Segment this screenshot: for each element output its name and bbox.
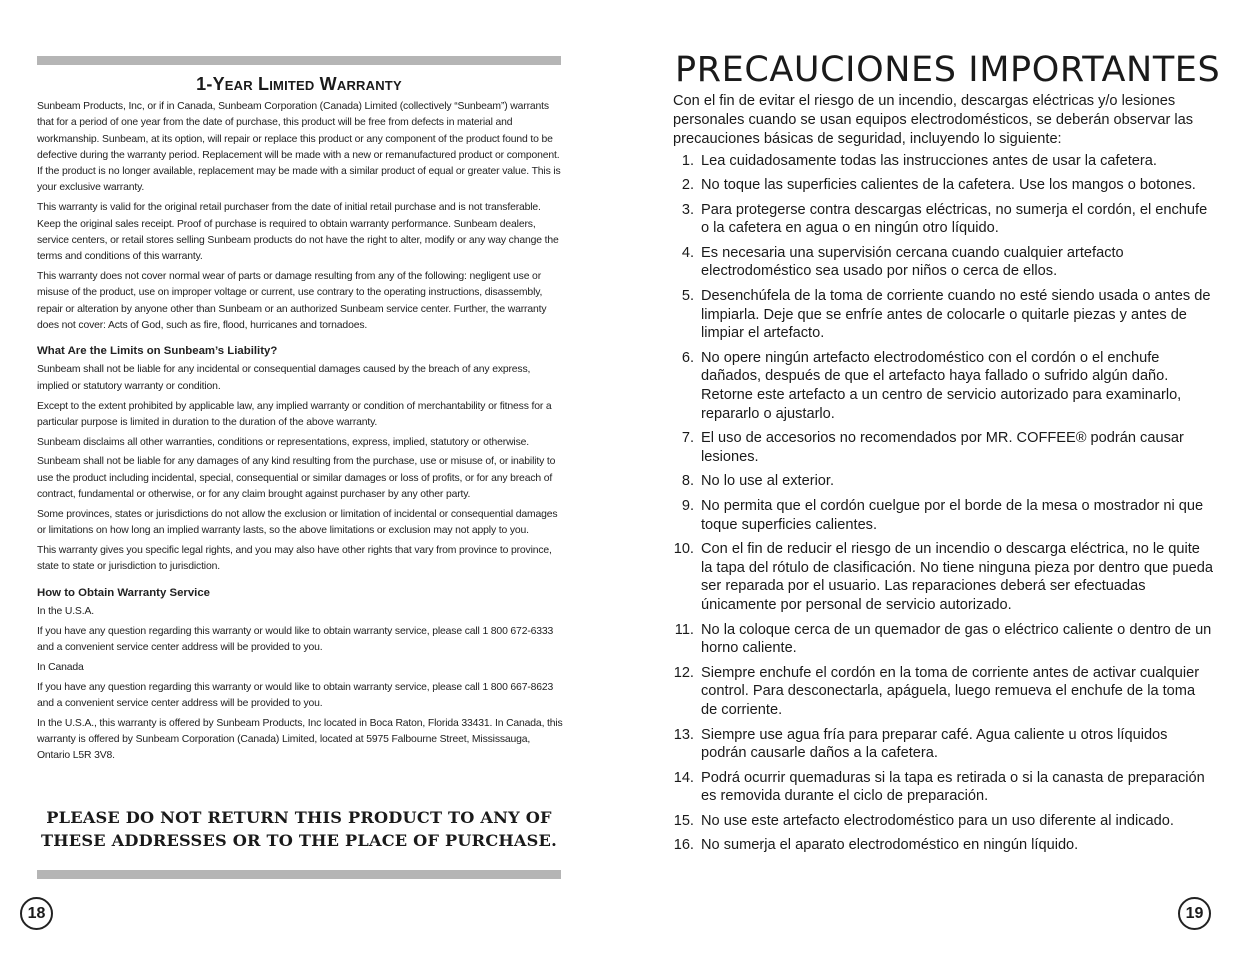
precaution-number: 13. — [673, 726, 694, 743]
liability-paragraph: Except to the extent prohibited by applicable law, any implied warranty or condition of merchantability or fitness for a particular purpose is limited in duration to the duration of the above warranty. — [37, 400, 552, 428]
precaution-item — [673, 244, 1213, 282]
service-paragraph: In the U.S.A., this warranty is offered by Sunbeam Products, Inc located in Boca Raton, Florida 33431. In Canada, this warranty is offered by Sunbeam Corporation (Canada) Limited, located at 5975 Falbourne Street, Mississauga, Ontario L5R 3V8. — [37, 717, 563, 762]
precaution-text: No use este artefacto electrodoméstico para un uso diferente al indicado. — [701, 812, 1174, 829]
precaution-text: Podrá ocurrir quemaduras si la tapa es retirada o si la canasta de preparación es removida durante el ciclo de preparación. — [701, 769, 1205, 805]
liability-paragraph: This warranty gives you specific legal rights, and you may also have other rights that vary from province to province, state to state or jurisdiction to jurisdiction. — [37, 544, 552, 573]
precaution-text: No toque las superficies calientes de la cafetera. Use los mangos o botones. — [701, 177, 1196, 194]
precaution-text: Lea cuidadosamente todas las instrucciones antes de usar la cafetera. — [701, 153, 1157, 169]
warranty-paragraph: This warranty is valid for the original retail purchaser from the date of initial retail purchase and is not transferable. Keep the original sales receipt. Proof of purchase is required to obtain warranty performance. Sunbeam dealers, service centers, or retail stores selling Sunbeam products do not have the right to alter, modify or any way change the terms and conditions of this warranty. — [37, 202, 559, 263]
precaution-item — [673, 287, 1213, 343]
page-number: 18 — [20, 897, 53, 930]
precaution-item — [673, 621, 1213, 659]
precaution-item — [673, 836, 1213, 855]
liability-paragraph: Sunbeam shall not be liable for any damages of any kind resulting from the purchase, use or misuse of, or inability to use the product including incidental, special, consequential or similar damages or loss of profits, or for any breach of contract, fundamental or otherwise, or for any claim brought against purchaser by any other party. — [37, 456, 556, 501]
precaution-text: No lo use al exterior. — [701, 473, 835, 490]
precaution-number: 5. — [681, 287, 694, 304]
precaution-number: 14. — [673, 769, 694, 786]
precaution-item — [673, 349, 1213, 424]
precaution-item — [673, 201, 1213, 239]
precaution-text: No sumerja el aparato electrodoméstico en ningún líquido. — [701, 837, 1079, 853]
precaution-item — [673, 429, 1213, 467]
left-page — [0, 0, 617, 954]
precautions-list — [673, 152, 1213, 860]
liability-paragraph: Sunbeam disclaims all other warranties, conditions or representations, express, implied, statutory or otherwise. — [37, 436, 529, 448]
precaution-text: Siempre use agua fría para preparar café. Agua caliente u otros líquidos podrán causarle daños a la cafetera. — [701, 726, 1168, 762]
precaution-item — [673, 664, 1213, 720]
precaution-text: No la coloque cerca de un quemador de gas o eléctrico caliente o dentro de un horno caliente. — [701, 621, 1212, 657]
precaution-item — [673, 726, 1213, 764]
precaution-text: No opere ningún artefacto electrodoméstico con el cordón o el enchufe dañados, después de que el artefacto haya fallado o sufrido algún daño. Retorne este artefacto a un centro de servicio autorizado para examinarlo, repararlo o ajustarlo. — [701, 349, 1182, 423]
precautions-title: PRECAUCIONES IMPORTANTES — [675, 50, 1221, 90]
page-number: 19 — [1178, 897, 1211, 930]
precaution-text: El uso de accesorios no recomendados por MR. COFFEE® podrán causar lesiones. — [701, 430, 1184, 466]
precaution-item — [673, 472, 1213, 491]
liability-heading: What Are the Limits on Sunbeam’s Liability? — [37, 345, 278, 358]
precaution-number: 10. — [673, 540, 694, 557]
precaution-text: Desenchúfela de la toma de corriente cuando no esté siendo usada o antes de limpiarla. Deje que se enfríe antes de colocarle o quitarle piezas y antes de limpiar el artefacto. — [701, 287, 1211, 342]
service-heading: How to Obtain Warranty Service — [37, 586, 211, 599]
precaution-number: 4. — [681, 244, 694, 261]
precaution-text: No permita que el cordón cuelgue por el borde de la mesa o mostrador ni que toque superficies calientes. — [701, 497, 1204, 533]
warranty-body — [37, 99, 563, 768]
return-notice: PLEASE DO NOT RETURN THIS PRODUCT TO ANY OF THESE ADDRESSES OR TO THE PLACE OF PURCHASE. — [41, 808, 557, 850]
precaution-item — [673, 812, 1213, 831]
precaution-item — [673, 540, 1213, 615]
top-divider — [37, 56, 561, 65]
precaution-number: 8. — [681, 473, 694, 490]
precaution-number: 3. — [681, 201, 694, 218]
precaution-item — [673, 152, 1213, 171]
liability-paragraph: Some provinces, states or jurisdictions do not allow the exclusion or limitation of incidental or consequential damages or limitations on how long an implied warranty lasts, so the above limitations or exclusion may not apply to you. — [37, 508, 558, 537]
precaution-number: 11. — [674, 621, 694, 638]
service-paragraph: In the U.S.A. — [37, 605, 94, 617]
liability-paragraph: Sunbeam shall not be liable for any incidental or consequential damages caused by the breach of any express, implied or statutory warranty or condition. — [37, 364, 531, 392]
precaution-number: 1. — [681, 153, 694, 169]
precautions-intro: Con el fin de evitar el riesgo de un incendio, descargas eléctricas y/o lesiones personales cuando se usan equipos electrodomésticos, se deberán observar las precauciones básicas de seguridad, incluyendo lo siguiente: — [673, 93, 1194, 147]
bottom-divider — [37, 870, 561, 879]
precaution-text: Para protegerse contra descargas eléctricas, no sumerja el cordón, el enchufe o la cafetera en agua o en ningún otro líquido. — [701, 201, 1208, 237]
precaution-number: 9. — [681, 497, 694, 514]
precaution-number: 15. — [673, 812, 694, 829]
warranty-title: 1-Year Limited Warranty — [196, 74, 402, 94]
right-page — [617, 0, 1235, 954]
service-paragraph: If you have any question regarding this warranty or would like to obtain warranty service, please call 1 800 672-6333 and a convenient service center address will be provided to you. — [37, 625, 554, 653]
precaution-text: Con el fin de reducir el riesgo de un incendio o descarga eléctrica, no le quite la tapa del rótulo de clasificación. No tiene ninguna pieza por dentro que pueda ser reparada por el usuario. Las reparaciones deberá ser efectuadas únicamente por personal de servicio autorizado. — [701, 540, 1213, 614]
warranty-paragraph: Sunbeam Products, Inc, or if in Canada, Sunbeam Corporation (Canada) Limited (collectively “Sunbeam”) warrants that for a period of one year from the date of purchase, this product will be free from defects in material and workmanship. Sunbeam, at its option, will repair or replace this product or any component of the product found to be defective during the warranty period. Replacement will be made with a new or remanufactured product or component. If the product is no longer available, replacement may be made with a similar product of equal or greater value. This is your exclusive warranty. — [37, 101, 561, 194]
precaution-item — [673, 769, 1213, 807]
precaution-text: Es necesaria una supervisión cercana cuando cualquier artefacto electrodoméstico sea usado por niños o cerca de ellos. — [701, 244, 1124, 280]
precaution-number: 16. — [673, 837, 694, 853]
precaution-item — [673, 497, 1213, 535]
precaution-item — [673, 176, 1213, 195]
service-paragraph: In Canada — [37, 661, 84, 673]
precaution-number: 7. — [681, 430, 694, 447]
warranty-paragraph: This warranty does not cover normal wear of parts or damage resulting from any of the following: negligent use or misuse of the product, use on improper voltage or current, use contrary to the operating instructions, disassembly, repair or alteration by anyone other than Sunbeam or an authorized Sunbeam service center. Further, the warranty does not cover: Acts of God, such as fire, flood, hurricanes and tornadoes. — [37, 270, 547, 331]
precaution-number: 6. — [681, 349, 694, 366]
service-paragraph: If you have any question regarding this warranty or would like to obtain warranty service, please call 1 800 667-8623 and a convenient service center address will be provided to you. — [37, 681, 554, 709]
precaution-text: Siempre enchufe el cordón en la toma de corriente antes de activar cualquier control. Para desconectarla, apáguela, luego remueva el enchufe de la toma de corriente. — [701, 664, 1200, 719]
precaution-number: 2. — [681, 177, 694, 194]
precaution-number: 12. — [673, 664, 694, 681]
